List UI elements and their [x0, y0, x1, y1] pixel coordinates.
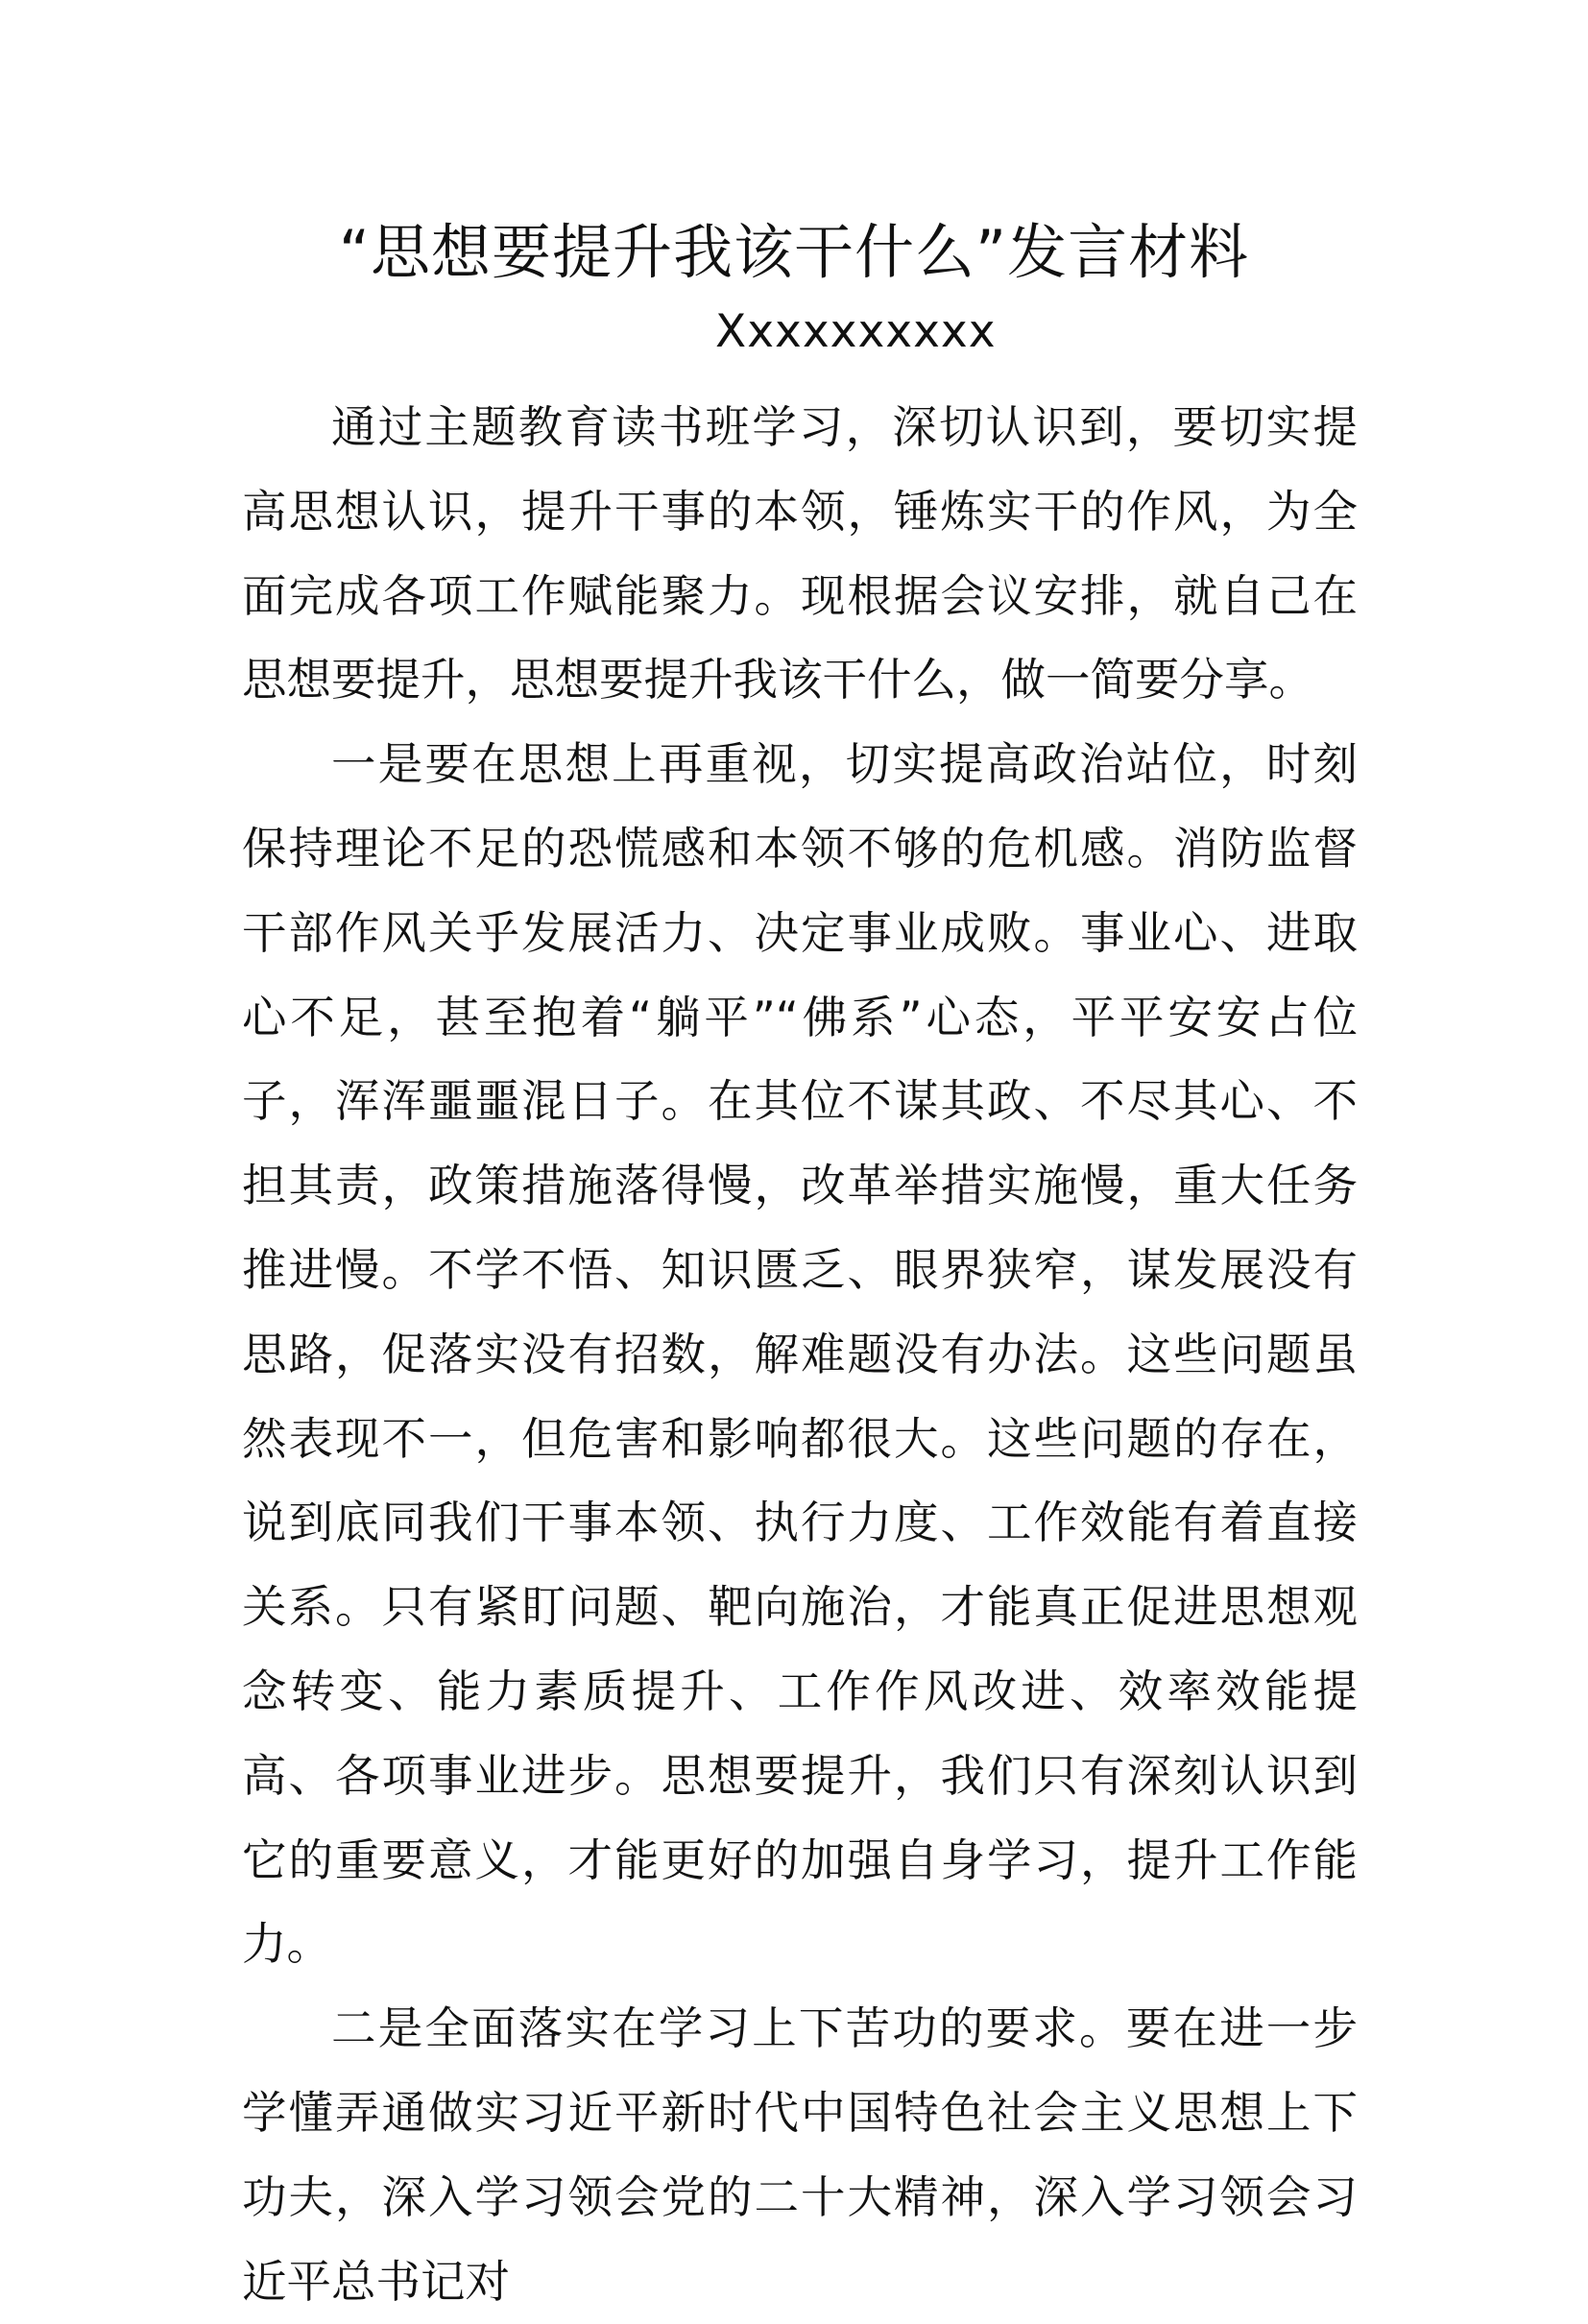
document-body: [242, 386, 1358, 2324]
paragraph-intro: 通过主题教育读书班学习，深切认识到，要切实提高思想认识，提升干事的本领，锤炼实干的作风，为全面完成各项工作赋能聚力。现根据会议安排，就自己在思想要提升，思想要提升我该干什么，做一简要分享。: [242, 401, 1358, 707]
paragraph-point-one: 一是要在思想上再重视，切实提高政治站位，时刻保持理论不足的恐慌感和本领不够的危机感。消防监督干部作风关乎发展活力、决定事业成败。事业心、进取心不足，甚至抱着“躺平”“佛系”心态，平平安安占位子，浑浑噩噩混日子。在其位不谋其政、不尽其心、不担其责，政策措施落得慢，改革举措实施慢，重大任务推进慢。不学不悟、知识匮乏、眼界狭窄，谋发展没有思路，促落实没有招数，解难题没有办法。这些问题虽然表现不一，但危害和影响都很大。这些问题的存在，说到底同我们干事本领、执行力度、工作效能有着直接关系。只有紧盯问题、靶向施治，才能真正促进思想观念转变、能力素质提升、工作作风改进、效率效能提高、各项事业进步。思想要提升，我们只有深刻认识到它的重要意义，才能更好的加强自身学习，提升工作能力。: [242, 738, 1358, 1971]
paragraph-point-two: 二是全面落实在学习上下苦功的要求。要在进一步学懂弄通做实习近平新时代中国特色社会主义思想上下功夫，深入学习领会党的二十大精神，深入学习领会习近平总书记对: [242, 2002, 1358, 2308]
author-name: Xxxxxxxxxx: [715, 305, 997, 358]
document-title: “思想要提升我该干什么”发言材料: [338, 217, 1250, 287]
